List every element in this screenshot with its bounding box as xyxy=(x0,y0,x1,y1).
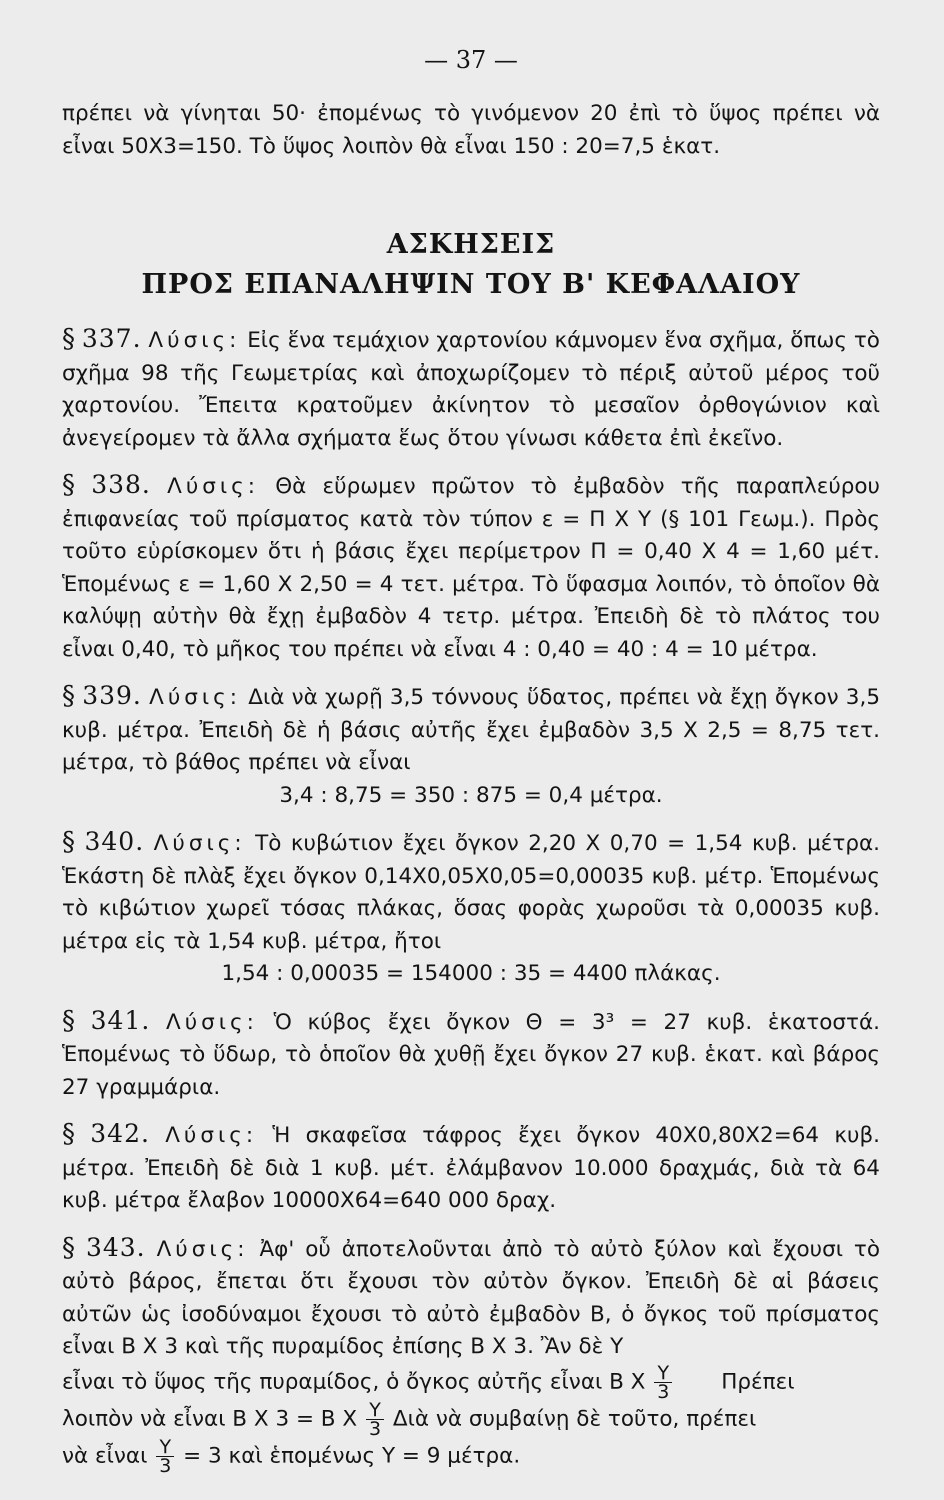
fraction-numerator: Υ xyxy=(366,1401,384,1420)
intro-line-1: πρέπει νὰ γίνηται 50· ἐπομένως τὸ γινόμενον 20 ἐπὶ τὸ ὕψος πρέπει xyxy=(62,101,843,126)
equation-line: 3,4 : 8,75 = 350 : 875 = 0,4 μέτρα. xyxy=(279,782,663,808)
page-number: — 37 — xyxy=(424,46,518,74)
exercise-number: 337. xyxy=(81,324,142,353)
section-mark: § xyxy=(62,324,75,354)
fraction-denominator: 3 xyxy=(159,1454,172,1477)
lysis-label: Λύσις: xyxy=(149,685,242,710)
fraction xyxy=(654,1361,672,1403)
exercise-number: 338. xyxy=(91,470,151,499)
formula-line-a xyxy=(62,1361,880,1403)
intro-line-2: νὰ εἶναι 50Χ3=150. Τὸ ὕψος λοιπὸν θὰ εἶναι 150 : 20=7,5 ἑκατ. xyxy=(62,101,880,159)
formula-text: Πρέπει xyxy=(721,1369,795,1394)
lysis-label: Λύσις: xyxy=(153,831,246,856)
formula-text: εἶναι τὸ ὕψος τῆς πυραμίδος, ὁ ὄγκος αὐτῆς εἶναι Β Χ xyxy=(62,1369,646,1394)
exercise-text: Ἡ σκαφεῖσα τάφρος ἔχει ὄγκον 40Χ0,80Χ2=64 κυβ. μέτρα. Ἐπειδὴ δὲ διὰ 1 κυβ. μέτ. ἐλάμβανον 10.000 δραχμάς, διὰ τὰ 64 κυβ. μέτρα ἔλαβον 10000Χ64=640 000 δραχ. xyxy=(62,1123,881,1213)
section-mark: § xyxy=(62,1119,75,1149)
exercise-text: Τὸ κυβώτιον ἔχει ὄγκον 2,20 Χ 0,70 = 1,54 κυβ. μέτρα. Ἑκάστη δὲ πλὰξ ἔχει ὄγκον 0,14Χ0,05Χ0,05=0,00035 κυβ. μέτρ. Ἑπομένως τὸ κιβώτιον χωρεῖ τόσας πλάκας, ὅσας φορὰς χωροῦσι τὰ 0,00035 κυβ. μέτρα εἰς τὰ 1,54 κυβ. μέτρα, ἤτοι xyxy=(62,831,881,954)
section-mark: § xyxy=(62,681,75,711)
fraction-numerator: Υ xyxy=(654,1364,672,1383)
exercise-341 xyxy=(62,1005,880,1105)
exercise-number: 340. xyxy=(84,827,145,856)
exercise-342 xyxy=(62,1118,880,1218)
formula-text: Διὰ νὰ συμβαίνῃ δὲ τοῦτο, πρέπει xyxy=(392,1406,757,1431)
exercise-text: Διὰ νὰ χωρῇ 3,5 τόννους ὕδατος, πρέπει νὰ ἔχῃ ὄγκον 3,5 κυβ. μέτρα. Ἐπειδὴ δὲ ἡ βάσις αὐτῆς ἔχει ἐμβαδὸν 3,5 Χ 2,5 = 8,75 τετ. μέτρα, τὸ βάθος πρέπει νὰ εἶναι xyxy=(62,685,881,775)
section-heading xyxy=(62,225,880,305)
section-mark: § xyxy=(62,1005,75,1036)
formula-text: = 3 καὶ ἑπομένως Υ = 9 μέτρα. xyxy=(183,1443,521,1468)
exercise-340 xyxy=(62,826,880,991)
lysis-label: Λύσις: xyxy=(148,328,241,353)
formula-text: νὰ εἶναι xyxy=(62,1443,148,1468)
lysis-label: Λύσις: xyxy=(167,474,260,499)
section-mark: § xyxy=(62,1232,75,1263)
section-mark: § xyxy=(62,827,75,857)
formula-line-b xyxy=(62,1398,880,1440)
equation-line: 1,54 : 0,00035 = 154000 : 35 = 4400 πλάκας. xyxy=(221,961,721,986)
lysis-label: Λύσις: xyxy=(165,1123,258,1148)
fraction xyxy=(366,1398,384,1440)
exercise-343 xyxy=(62,1232,880,1475)
exercise-339 xyxy=(62,680,880,812)
formula-text: λοιπὸν νὰ εἶναι Β Χ 3 = Β Χ xyxy=(62,1406,358,1431)
exercise-number: 339. xyxy=(82,681,142,710)
fraction-denominator: 3 xyxy=(368,1417,382,1440)
exercise-text: Θὰ εὕρωμεν πρῶτον τὸ ἐμβαδὸν τῆς παραπλεύρου ἐπιφανείας τοῦ πρίσματος κατὰ τὸν τύπον ε = Π Χ Υ (§ 101 Γεωμ.). Πρὸς τοῦτο εὑρίσκομεν ὅτι ἡ βάσις ἔχει περίμετρον Π = 0,40 Χ 4 = 1,60 μέτ. Ἑπομένως ε = 1,60 Χ 2,50 = 4 τετ. μέτρα. Τὸ ὕφασμα λοιπόν, τὸ ὁποῖον θὰ καλύψῃ αὐτὴν θὰ ἔχῃ ἐμβαδὸν 4 τετρ. μέτρα. Ἐπειδὴ δὲ τὸ πλάτος του εἶναι 0,40, τὸ μῆκος του πρέπει νὰ εἶναι 4 : 0,40 = 40 : 4 = 10 μέτρα. xyxy=(62,474,881,662)
exercise-number: 341. xyxy=(90,1005,151,1035)
exercise-number: 343. xyxy=(85,1232,146,1262)
section-mark: § xyxy=(62,470,75,500)
document-body xyxy=(62,98,880,1475)
exercise-text: Εἰς ἕνα τεμάχιον χαρτονίου κάμνομεν ἕνα σχῆμα, ὅπως τὸ σχῆμα 98 τῆς Γεωμετρίας καὶ ἀποχωρίζομεν τὸ πέριξ αὐτοῦ μέρος τοῦ χαρτονίου. Ἔπειτα κρατοῦμεν ἀκίνητον τὸ μεσαῖον ὀρθογώνιον καὶ ἀνεγείρομεν τὰ ἄλλα σχήματα ἕως ὅτου γίνωσι κάθετα ἐπὶ ἐκεῖνο. xyxy=(62,328,880,451)
exercise-337 xyxy=(62,323,880,455)
heading-line-2: ΠΡΟΣ ΕΠΑΝΑΛΗΨΙΝ ΤΟΥ Β' ΚΕΦΑΛΑΙΟΥ xyxy=(141,269,801,300)
intro-paragraph xyxy=(62,98,880,163)
fraction-numerator: Υ xyxy=(156,1438,174,1457)
lysis-label: Λύσις: xyxy=(165,1009,258,1035)
heading-line-1: ΑΣΚΗΣΕΙΣ xyxy=(386,229,556,260)
formula-line-c xyxy=(62,1435,880,1477)
fraction-denominator: 3 xyxy=(657,1380,670,1403)
exercise-338 xyxy=(62,469,880,666)
exercise-number: 342. xyxy=(90,1119,150,1148)
fraction xyxy=(156,1435,174,1477)
exercise-text: Ὁ κύβος ἔχει ὄγκον Θ = 3³ = 27 κυβ. ἑκατοστά. Ἑπομένως τὸ ὕδωρ, τὸ ὁποῖον θὰ χυθῇ ἔχει ὄγκον 27 κυβ. ἑκατ. καὶ βάρος 27 γραμμάρια. xyxy=(62,1009,880,1100)
lysis-label: Λύσις: xyxy=(156,1236,249,1262)
exercise-text: Ἀφ' οὗ ἀποτελοῦνται ἀπὸ τὸ αὐτὸ ξύλον καὶ ἔχουσι τὸ αὐτὸ βάρος, ἔπεται ὅτι ἔχουσι τὸν αὐτὸν ὄγκον. Ἐπειδὴ δὲ αἱ βάσεις αὐτῶν ὡς ἰσοδύναμοι ἔχουσι τὸ αὐτὸ ἐμβαδὸν Β, ὁ ὄγκος τοῦ πρίσματος εἶναι Β Χ 3 καὶ τῆς πυραμίδος ἐπίσης Β Χ 3. Ἂν δὲ Υ xyxy=(62,1236,881,1359)
